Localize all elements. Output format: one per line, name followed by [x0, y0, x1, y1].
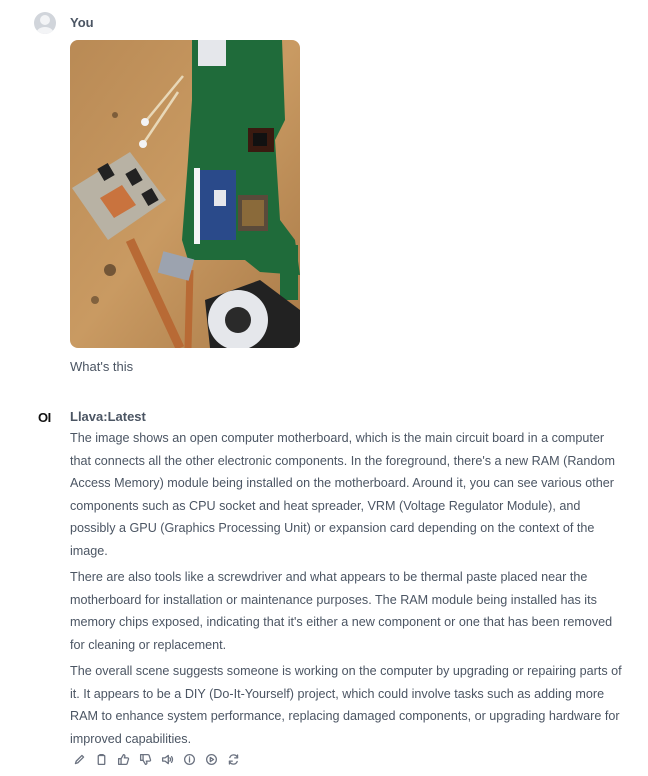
regenerate-icon: [227, 753, 240, 766]
thumbs-down-icon: [139, 753, 152, 766]
response-paragraph: There are also tools like a screwdriver and what appears to be thermal paste placed near the motherboard for installation or maintenance purposes. The RAM module being installed has its memory chips exposed, indicating that it's either a new component or one that has been removed for cleaning or replacement.: [70, 570, 613, 652]
copy-icon: [95, 753, 108, 766]
thumbs-up-button[interactable]: [116, 752, 131, 767]
response-actions-bar: [72, 752, 241, 767]
user-message-text: What's this: [70, 359, 134, 374]
user-avatar: [34, 12, 56, 34]
response-paragraph: The overall scene suggests someone is working on the computer by upgrading or repairing parts of it. It appears to be a DIY (Do-It-Yourself) project, which could involve tasks such as adding more RAM to enhance system performance, replacing damaged components, or upgrading hardware for improved capabilities.: [70, 664, 622, 746]
thumbs-down-button[interactable]: [138, 752, 153, 767]
play-icon: [205, 753, 218, 766]
regenerate-button[interactable]: [226, 752, 241, 767]
uploaded-image[interactable]: [70, 40, 300, 348]
model-logo-icon: OI: [38, 410, 51, 425]
response-paragraph: The image shows an open computer motherboard, which is the main circuit board in a computer that connects all the other electronic components. In the foreground, there's a new RAM (Random Access Memory) module being installed on the motherboard. Around it, you can see various other components such as CPU socket and heat spreader, VRM (Voltage Regulator Module), and possibly a GPU (Graphics Processing Unit) or expansion card depending on the context of the image.: [70, 431, 615, 558]
user-name: You: [70, 15, 94, 30]
assistant-response: [70, 427, 626, 754]
edit-icon: [73, 753, 86, 766]
model-name: Llava:Latest: [70, 409, 146, 424]
thumbs-up-icon: [117, 753, 130, 766]
generation-info-button[interactable]: [182, 752, 197, 767]
edit-button[interactable]: [72, 752, 87, 767]
speaker-icon: [161, 753, 174, 766]
info-icon: [183, 753, 196, 766]
continue-response-button[interactable]: [204, 752, 219, 767]
copy-button[interactable]: [94, 752, 109, 767]
read-aloud-button[interactable]: [160, 752, 175, 767]
